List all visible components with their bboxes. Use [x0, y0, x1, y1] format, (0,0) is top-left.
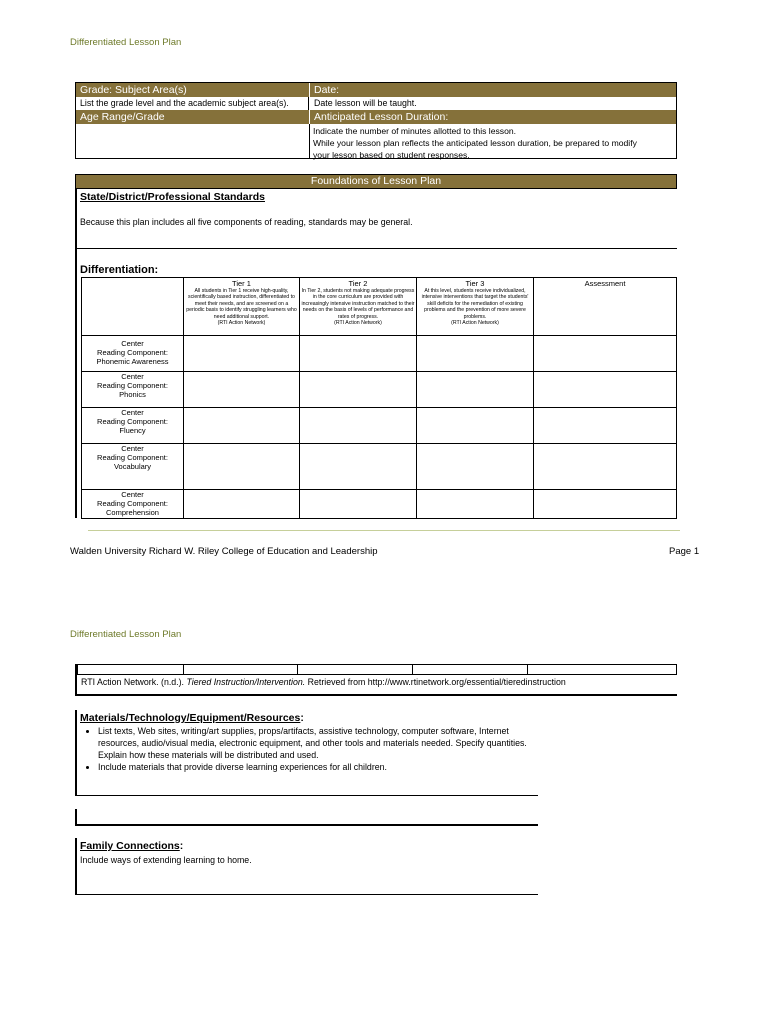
row-label-line: Center	[121, 408, 144, 417]
row-label	[82, 444, 184, 490]
tier-title: Tier 1	[232, 279, 251, 288]
divider	[297, 665, 298, 675]
citation-author: RTI Action Network. (n.d.).	[81, 677, 187, 687]
list-item: • Include materials that provide diverse learning experiences for all children.	[98, 761, 530, 773]
materials-label: Materials/Technology/Equipment/Resources	[80, 712, 301, 724]
table-cell[interactable]	[300, 490, 417, 519]
tier-title: Assessment	[584, 279, 626, 288]
left-border	[75, 809, 77, 825]
table-cell[interactable]	[300, 444, 417, 490]
divider	[183, 665, 184, 675]
duration-line: Indicate the number of minutes allotted to this lesson.	[313, 126, 517, 136]
row-label-line: Phonemic Awareness	[96, 356, 169, 366]
tier-1-cell	[184, 278, 300, 336]
divider	[75, 894, 538, 895]
grade-label: Grade: Subject Area(s)	[76, 83, 309, 97]
table-cell[interactable]	[184, 336, 300, 372]
table-cell[interactable]	[184, 490, 300, 519]
list-item: • List texts, Web sites, writing/art supplies, props/artifacts, assistive technology, computer software, Internet resources, audio/visual media, electronic equipment, and other tools and materials needed. Specify quantities. Explain how these materials will be distributed and used.	[98, 725, 530, 761]
duration-line: While your lesson plan reflects the anticipated lesson duration, be prepared to modify	[313, 138, 637, 148]
tier-title: Tier 3	[465, 279, 485, 288]
row-label-line: Center	[121, 372, 144, 381]
table-cell[interactable]	[417, 408, 534, 444]
tier-header-row	[82, 278, 677, 336]
divider	[412, 665, 413, 675]
citation-text	[81, 676, 566, 688]
table-cell[interactable]	[534, 336, 677, 372]
row-label-line: Center	[121, 339, 144, 349]
table-cell[interactable]	[417, 336, 534, 372]
row-label-line: Reading Component:	[97, 416, 168, 426]
left-border	[75, 838, 77, 895]
continuation-row	[77, 664, 677, 675]
divider	[75, 824, 538, 826]
date-text: Date lesson will be taught.	[314, 98, 417, 108]
row-label-line: Reading Component:	[97, 498, 168, 508]
family-heading	[80, 840, 183, 852]
citation-url[interactable]: Retrieved from http://www.rtinetwork.org/essential/tieredinstruction	[305, 677, 566, 687]
empty-header-cell	[82, 278, 184, 336]
divider	[527, 665, 528, 675]
table-cell[interactable]	[534, 444, 677, 490]
divider	[77, 694, 677, 696]
row-label	[82, 336, 184, 372]
table-cell[interactable]	[184, 444, 300, 490]
tier-title: Tier 2	[348, 279, 368, 288]
citation-title: Tiered Instruction/Intervention.	[186, 677, 306, 687]
page-number: Page 1	[669, 546, 700, 557]
duration-label: Anticipated Lesson Duration:	[310, 110, 676, 124]
divider	[75, 795, 538, 796]
differentiation-heading: Differentiation:	[80, 264, 159, 276]
row-label	[82, 490, 184, 519]
table-cell[interactable]	[534, 408, 677, 444]
table-cell[interactable]	[300, 408, 417, 444]
row-label-line: Center	[121, 444, 144, 453]
standards-heading: State/District/Professional Standards	[80, 191, 265, 203]
grade-text: List the grade level and the academic subject area(s).	[76, 97, 309, 110]
table-cell[interactable]	[417, 490, 534, 519]
table-cell[interactable]	[417, 372, 534, 408]
table-cell[interactable]	[534, 372, 677, 408]
row-label-line: Comprehension	[106, 507, 159, 517]
row-label-line: Reading Component:	[97, 380, 168, 390]
table-cell[interactable]	[184, 372, 300, 408]
family-label: Family Connections	[80, 840, 180, 852]
tier-source: (RTI Action Network)	[451, 320, 499, 327]
tier-source: (RTI Action Network)	[334, 320, 382, 327]
age-range-label: Age Range/Grade	[76, 110, 309, 124]
divider	[77, 248, 677, 249]
page-header: Differentiated Lesson Plan	[70, 629, 182, 640]
heading-colon: :	[179, 840, 184, 852]
table-row	[82, 372, 677, 408]
row-label-line: Phonics	[119, 389, 146, 399]
tier-2-cell	[300, 278, 417, 336]
table-cell[interactable]	[300, 336, 417, 372]
row-label-line: Reading Component:	[97, 348, 168, 358]
table-row	[82, 444, 677, 490]
row-label	[82, 372, 184, 408]
materials-heading	[80, 712, 304, 724]
footer-rule	[88, 530, 680, 531]
table-cell[interactable]	[300, 372, 417, 408]
divider	[309, 124, 310, 158]
table-cell[interactable]	[534, 490, 677, 519]
info-table	[75, 82, 677, 159]
tier-description: In Tier 2, students not making adequate progress in the core curriculum are provided with increasingly intensive instruction matched to their needs on the basis of levels of performance and rates of progress.	[301, 288, 415, 320]
foundations-header: Foundations of Lesson Plan	[75, 174, 677, 189]
tier-description: At this level, students receive individualized, intensive interventions that target the students' skill deficits for the remediation of existing problems and the prevention of more severe problems.	[421, 288, 529, 320]
materials-list	[80, 725, 530, 773]
left-border	[75, 189, 77, 518]
assessment-cell	[534, 278, 677, 336]
row-label-line: Reading Component:	[97, 452, 168, 462]
tier-3-cell	[417, 278, 534, 336]
tier-description: All students in Tier 1 receive high-quality, scientifically based instruction, differentiated to meet their needs, and are screened on a periodic basis to identify struggling learners who need additional support.	[186, 288, 297, 320]
heading-colon: :	[300, 712, 304, 724]
standards-text: Because this plan includes all five components of reading, standards may be general.	[80, 217, 413, 227]
page-header: Differentiated Lesson Plan	[70, 37, 182, 48]
row-label-line: Center	[121, 490, 144, 499]
left-border	[75, 710, 77, 796]
footer-institution: Walden University Richard W. Riley College of Education and Leadership	[70, 546, 378, 557]
table-cell[interactable]	[417, 444, 534, 490]
duration-text	[313, 125, 675, 161]
row-label-line: Fluency	[119, 425, 146, 435]
row-label	[82, 408, 184, 444]
duration-line: your lesson based on student responses.	[313, 150, 470, 160]
row-label-line: Vocabulary	[113, 461, 152, 471]
table-row	[82, 336, 677, 372]
tier-source: (RTI Action Network)	[217, 320, 266, 327]
differentiation-table	[81, 277, 677, 519]
table-row	[82, 490, 677, 519]
citation-block	[75, 664, 677, 696]
table-cell[interactable]	[184, 408, 300, 444]
family-text: Include ways of extending learning to home.	[80, 855, 252, 865]
date-label: Date:	[310, 83, 676, 97]
table-row	[82, 408, 677, 444]
